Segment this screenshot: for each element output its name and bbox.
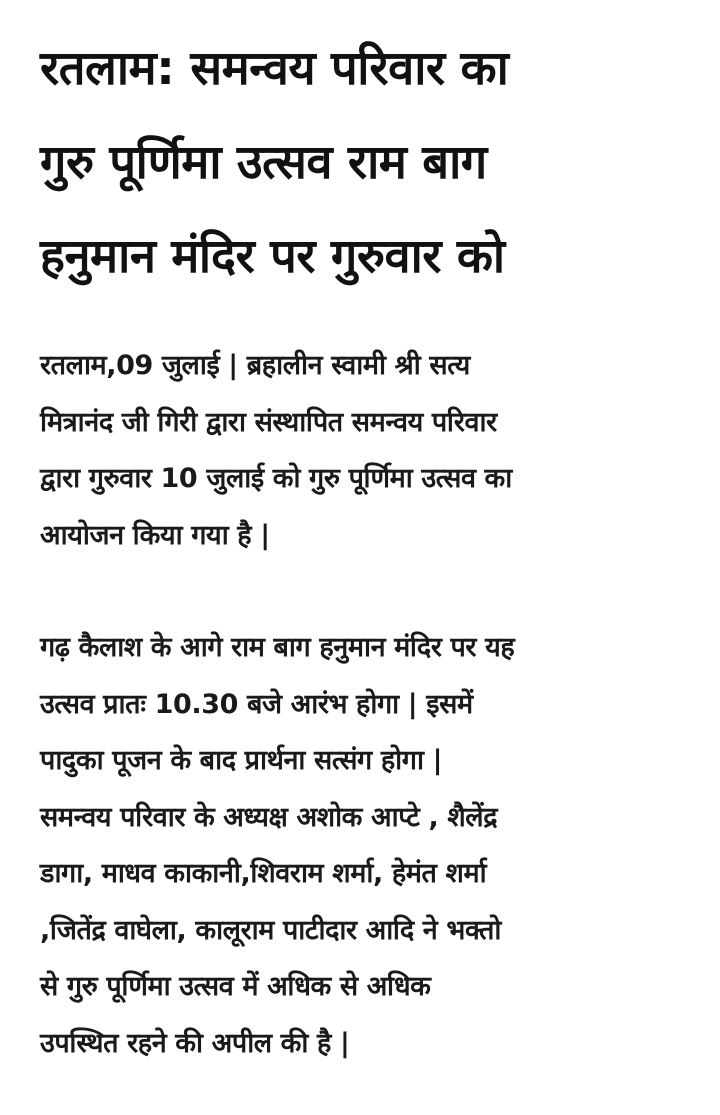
- details-line-3: पादुका पूजन के बाद प्रार्थना सत्संग होगा |: [40, 745, 443, 776]
- details-paragraph: [40, 620, 700, 1072]
- headline-line-1: रतलाम: समन्वय परिवार का: [40, 41, 509, 96]
- details-line-6: ,जितेंद्र वाघेला, कालूराम पाटीदार आदि ने भक्तो: [40, 914, 501, 946]
- details-line-4: समन्वय परिवार के अध्यक्ष अशोक आप्टे , शैलेंद्र: [40, 801, 498, 833]
- intro-paragraph: [40, 338, 700, 564]
- headline-line-3: हनुमान मंदिर पर गुरुवार को: [40, 229, 505, 284]
- intro-line-2: मित्रानंद जी गिरी द्वारा संस्थापित समन्वय परिवार: [40, 406, 497, 438]
- details-line-2: उत्सव प्रातः 10.30 बजे आरंभ होगा | इसमें: [40, 688, 473, 720]
- headline-line-2: गुरु पूर्णिमा उत्सव राम बाग: [40, 135, 487, 190]
- intro-line-3: द्वारा गुरुवार 10 जुलाई को गुरु पूर्णिमा उत्सव का: [40, 463, 512, 494]
- intro-line-1: रतलाम,09 जुलाई | ब्रहालीन स्वामी श्री सत्य: [40, 350, 470, 381]
- details-line-1: गढ़ कैलाश के आगे राम बाग हनुमान मंदिर पर यह: [40, 632, 515, 663]
- headline: [40, 22, 700, 304]
- details-line-8: उपस्थित रहने की अपील की है |: [40, 1027, 350, 1059]
- news-article: [40, 22, 700, 1072]
- details-line-7: से गुरु पूर्णिमा उत्सव में अधिक से अधिक: [40, 971, 431, 1002]
- intro-line-4: आयोजन किया गया है |: [40, 519, 270, 551]
- details-line-5: डागा, माधव काकानी,शिवराम शर्मा, हेमंत शर्मा: [40, 858, 487, 889]
